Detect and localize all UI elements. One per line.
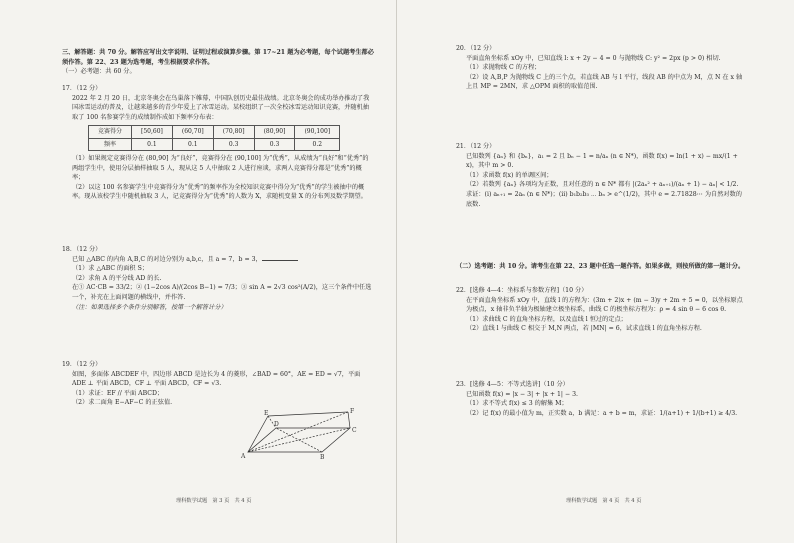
table-cell: (60,70] [172,126,213,138]
q20-head: 20．（12 分） [456,45,496,52]
page-3 [62,0,374,543]
q19-part-1: （1）求证：EF // 平面 ABCD； [72,389,164,397]
edge-ef [268,412,348,416]
question-22 [456,286,748,334]
edge-ae [248,416,268,452]
q17-part-1: （1）如果规定竞赛得分在 (80,90] 为“良好”，竞赛得分在 (90,100] 为“优秀”，从成绩为“良好”和“优秀”的两组学生中，使用分层抽样抽取 5 人，现从这 5 人中抽取 2 人进行座谈，求两人竞赛得分都是“优秀”的概率； [72,155,369,182]
figure-label: F [350,408,355,415]
question-17 [62,84,374,202]
q23-head: 23．[选修 4—5：不等式选讲]（10 分） [456,381,569,388]
q21-part-2: （2）若数列 {aₙ} 各项均为正数，且对任意的 n ∈ N* 都有 |(2aₙ² + aₙ₊₁)/(aₙ + 1) − aₙ| < 1/2. [466,181,739,189]
page-4 [456,0,748,543]
answer-blank [262,260,298,261]
footer-left: 理科数学试题 第 3 页 共 4 页 [176,498,252,504]
q17-body: 2022 年 2 月 20 日，北京冬奥会在鸟巢落下帷幕，中国队创历史最佳战绩。北京冬奥会的成功举办推动了我国冰雪运动的普及，让越来越多的青少年爱上了冰雪运动。某校组织了一次全校冰雪运动知识竞赛，并随机抽取了 100 名参赛学生的成绩制作成如下频率分布表： [72,94,370,121]
q18-part-1: （1）求 △ABC 的面积 S； [72,265,149,273]
table-cell: [50,60] [132,126,173,138]
section-3-heading: 三、解答题：共 70 分。解答应写出文字说明、证明过程或演算步骤。第 17~21 题为必考题，每个试题考生都必须作答。第 22、23 题为选考题，考生根据要求作答。 [62,49,374,66]
page-fold [396,0,397,543]
figure-label: C [352,427,357,434]
table-cell: (70,80] [213,126,254,138]
section-3-instructions [62,48,374,77]
q21-part-3: 求证：(i) aₙ₊₁ = 2aₙ (n ∈ N*)；(ii) b₁b₂b₃ ⋯ bₙ > e^(1/2)，其中 e = 2.71828⋯ 为自然对数的底数. [466,191,742,208]
footer-right: 理科数学试题 第 4 页 共 4 页 [566,498,642,504]
q20-part-1: （1）求抛物线 C 的方程； [466,64,541,72]
question-21 [456,142,748,209]
optional-section [456,262,748,272]
q22-part-1: （1）求曲线 C 的直角坐标方程，以及直线 l 恒过的定点； [466,315,627,323]
q17-part-2: （2）以这 100 名参赛学生中竞赛得分为“优秀”的频率作为全校知识竞赛中得分为“优秀”的学生被抽中的概率。现从该校学生中随机抽取 3 人，记竞赛得分为“优秀”的人数为 X，求随机变量 X 的分布列及数学期望。 [72,183,367,201]
figure-label: B [320,454,325,460]
figure-label: D [274,421,279,428]
table-cell: (80,90] [254,126,295,138]
table-cell: 0.1 [172,138,213,150]
q23-part-1: （1）求不等式 f(x) ≤ 3 的解集 M； [466,400,568,408]
question-23 [456,380,748,418]
q18-head: 18．（12 分） [62,246,102,253]
table-row [89,138,340,150]
figure-label: E [264,410,269,417]
q21-body: 已知数列 {aₙ} 和 {bₙ}，a₁ = 2 且 bₙ − 1 = n/aₙ (n ∈ N*)，函数 f(x) = ln(1 + x) − mx/(1 + x)，其中 m > 0. [466,152,738,170]
table-cell: 0.2 [295,138,340,150]
table-cell: 频率 [89,138,132,150]
q22-head: 22．[选修 4—4：坐标系与参数方程]（10 分） [456,287,588,294]
table-cell: 0.3 [254,138,295,150]
q23-body: 已知函数 f(x) = |x − 3| + |x + 1| − 3. [466,390,579,398]
q18-body: 已知 △ABC 的内角 A,B,C 的对边分别为 a,b,c，且 a = 7，b = 3， [72,255,262,263]
table-cell: 0.3 [213,138,254,150]
q19-part-2: （2）求二面角 E−AF−C 的正弦值. [72,399,173,407]
q23-part-2: （2）记 f(x) 的最小值为 m，正实数 a，b 满足：a + b = m，求证：1/(a+1) + 1/(b+1) ≥ 4/3. [466,409,738,417]
table-cell: 0.1 [132,138,173,150]
frequency-table [88,125,340,151]
q19-head: 19．（12 分） [62,361,102,368]
q22-body: 在平面直角坐标系 xOy 中，直线 l 的方程为：(3m + 2)x + (m − 3)y + 2m + 5 = 0，以坐标原点为极点，x 轴非负半轴为极轴建立极坐标系，曲线 C 的极坐标方程为：ρ = 4 sin θ − 6 cos θ. [466,296,743,314]
q21-part-1: （1）求函数 f(x) 的单调区间； [466,171,553,179]
table-header-row [89,126,340,138]
q19-body: 如图，多面体 ABCDEF 中，四边形 ABCD 是边长为 4 的菱形，∠BAD = 60°，AE = ED = √7，平面 ADE ⊥ 平面 ABCD，CF ⊥ 平面 ABCD，CF = √3. [72,370,361,388]
q22-part-2: （2）直线 l 与曲线 C 相交于 M,N 两点，若 |MN| = 6，试求直线 l 的直角坐标方程. [466,325,702,333]
q18-note: （注：如果选择多个条件分别解答，按第一个解答计分） [72,303,227,311]
table-cell: (90,100] [295,126,340,138]
table-cell: 竞赛得分 [89,126,132,138]
q17-head: 17．（12 分） [62,85,102,92]
edge-af [248,412,348,452]
question-19 [62,360,374,408]
q21-head: 21．（12 分） [456,143,496,150]
q18-part-2: （2）求角 A 的平分线 AD 的长. [72,274,162,282]
q20-body: 平面直角坐标系 xOy 中，已知直线 l: x + 2y − 4 = 0 与抛物线 C: y² = 2px (p > 0) 相切. [466,54,721,62]
figure-label: A [241,453,246,460]
optional-heading: （二）选考题：共 10 分。请考生在第 22、23 题中任选一题作答。如果多做，则按所做的第一题计分。 [456,263,745,270]
q20-part-2: （2）设 A,B,P 为抛物线 C 上的三个点，若直线 AB 与 l 平行，线段 AB 的中点为 M，点 N 在 x 轴上且 MP = 2MN，求 △OPM 面积的取值范围. [466,73,743,91]
q18-conditions: 在① AC·CB = 33/2；② (1−2cos A)/(2cos B−1) = 7/3；③ sin A = 2√3 cos²(A/2)，这三个条件中任选一个，补充在上面问题的横线中，并作答. [72,284,372,302]
required-heading: （一）必考题：共 60 分。 [62,68,136,76]
polyhedron-figure [238,408,363,460]
question-20 [456,44,748,92]
question-18 [62,245,374,312]
